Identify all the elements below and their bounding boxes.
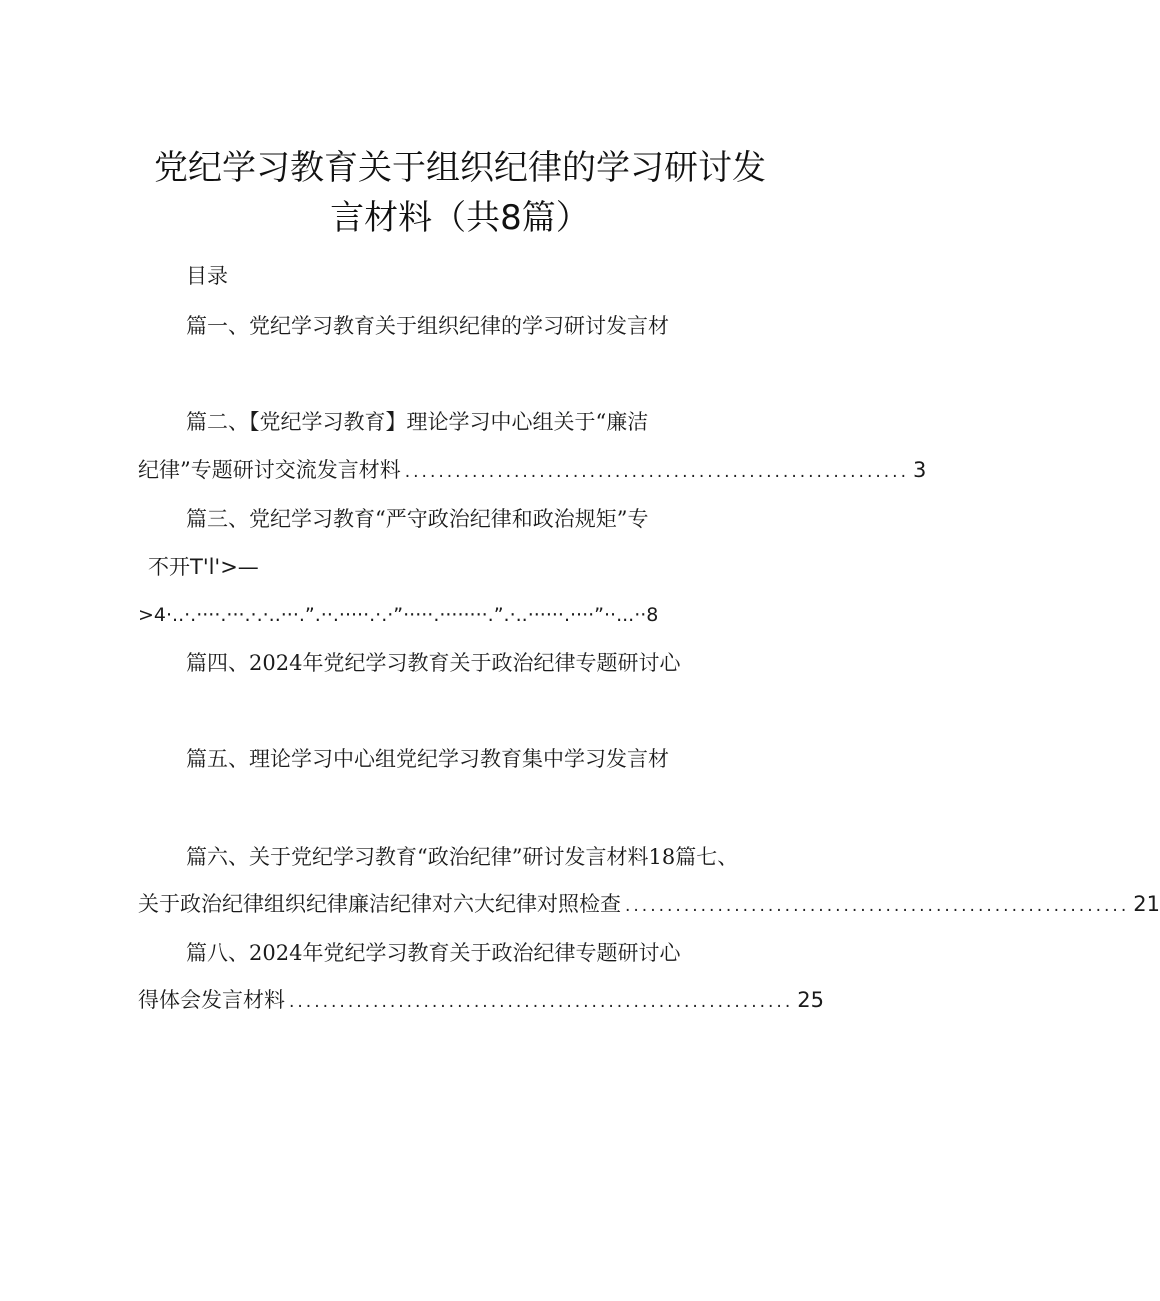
toc-item-3-line-3: >4·..·.····.···.·.·..···.”.··.·····.·.·”·····.········.”.·..······.····”··...··8 xyxy=(138,604,659,626)
toc-item-2-text: 纪律”专题研讨交流发言材料 xyxy=(138,458,401,482)
toc-item-8-leader: ............................................................ xyxy=(289,992,794,1012)
toc-item-2-page: 3 xyxy=(912,458,927,482)
toc-item-7-text: 关于政治纪律组织纪律廉洁纪律对六大纪律对照检查 xyxy=(138,892,621,916)
toc-item-2-leader: ............................................................ xyxy=(404,462,909,482)
document-title-line-1: 党纪学习教育关于组织纪律的学习研讨发 xyxy=(154,148,766,188)
toc-item-8-page: 25 xyxy=(797,988,824,1012)
toc-item-8-line-2[interactable] xyxy=(138,986,824,1016)
toc-label: 目录 xyxy=(186,264,228,288)
toc-item-2-line-2[interactable] xyxy=(138,456,927,486)
toc-item-3-line-1[interactable]: 篇三、党纪学习教育“严守政治纪律和政治规矩”专 xyxy=(186,507,649,531)
toc-item-8-text: 得体会发言材料 xyxy=(138,988,285,1012)
toc-item-6-line-1[interactable]: 篇六、关于党纪学习教育“政治纪律”研讨发言材料18篇七、 xyxy=(186,845,739,869)
toc-item-7-leader: ............................................................ xyxy=(625,896,1130,916)
toc-item-3-line-2: 不开T'l'>— xyxy=(148,555,259,579)
toc-item-2-line-1[interactable]: 篇二、【党纪学习教育】理论学习中心组关于“廉洁 xyxy=(186,410,649,434)
toc-item-8-line-1[interactable]: 篇八、2024年党纪学习教育关于政治纪律专题研讨心 xyxy=(186,941,681,965)
toc-item-5[interactable]: 篇五、理论学习中心组党纪学习教育集中学习发言材 xyxy=(186,747,669,771)
toc-item-7-page: 21 xyxy=(1133,892,1160,916)
toc-item-4[interactable]: 篇四、2024年党纪学习教育关于政治纪律专题研讨心 xyxy=(186,651,681,675)
document-title-line-2: 言材料（共8篇） xyxy=(330,198,590,238)
toc-item-1[interactable]: 篇一、党纪学习教育关于组织纪律的学习研讨发言材 xyxy=(186,314,669,338)
toc-item-7-line-2[interactable] xyxy=(138,890,1160,920)
